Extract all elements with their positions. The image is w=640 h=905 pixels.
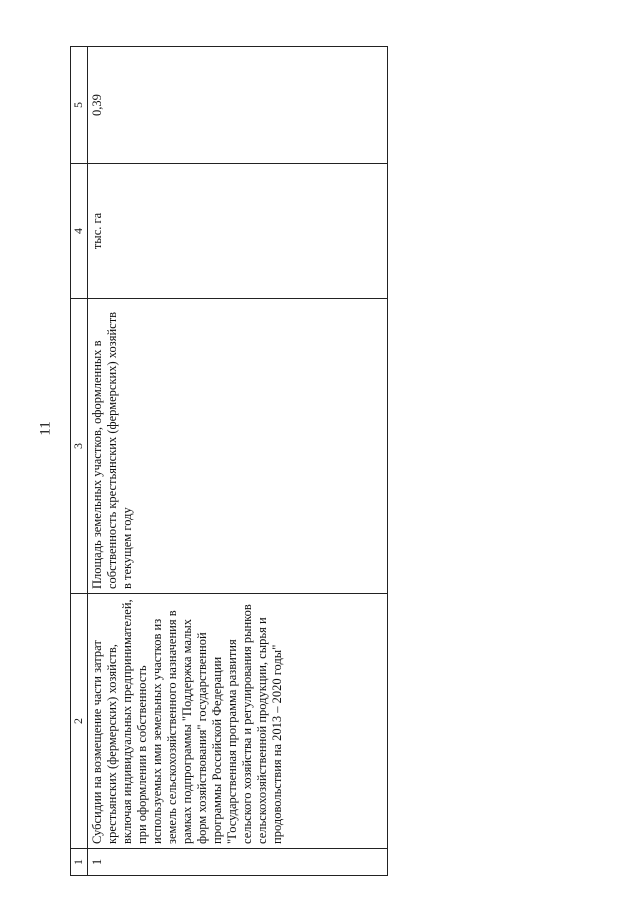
header-row <box>71 47 88 876</box>
header-col-4: 4 <box>71 164 88 299</box>
header-col-1: 1 <box>71 849 88 876</box>
header-col-3: 3 <box>71 299 88 594</box>
indicator-table <box>70 46 388 876</box>
table-container <box>70 46 388 876</box>
cell-subsidy-description: Субсидии на возмещение части затрат крестьянских (фермерских) хозяйств, включая индивидуальных предпринимателей, при оформлении в собственность используемых ими земельных участков из земель сельскохозяйственного назначения в рамках подпрограммы "Поддержка малых форм хозяйствования" государственной программы Российской Федерации "Государственная программа развития сельского хозяйства и регулирования рынков сельскохозяйственной продукции, сырья и продовольствия на 2013 – 2020 годы" <box>88 594 388 849</box>
table-row <box>88 47 388 876</box>
cell-value: 0,39 <box>88 47 388 164</box>
page-number: 11 <box>37 421 54 436</box>
header-col-2: 2 <box>71 594 88 849</box>
cell-row-number: 1 <box>88 849 388 876</box>
cell-unit: тыс. га <box>88 164 388 299</box>
header-col-5: 5 <box>71 47 88 164</box>
rotated-table-frame <box>70 46 388 876</box>
cell-indicator-name: Площадь земельных участков, оформленных в собственность крестьянских (фермерских) хозяйств в текущем году <box>88 299 388 594</box>
